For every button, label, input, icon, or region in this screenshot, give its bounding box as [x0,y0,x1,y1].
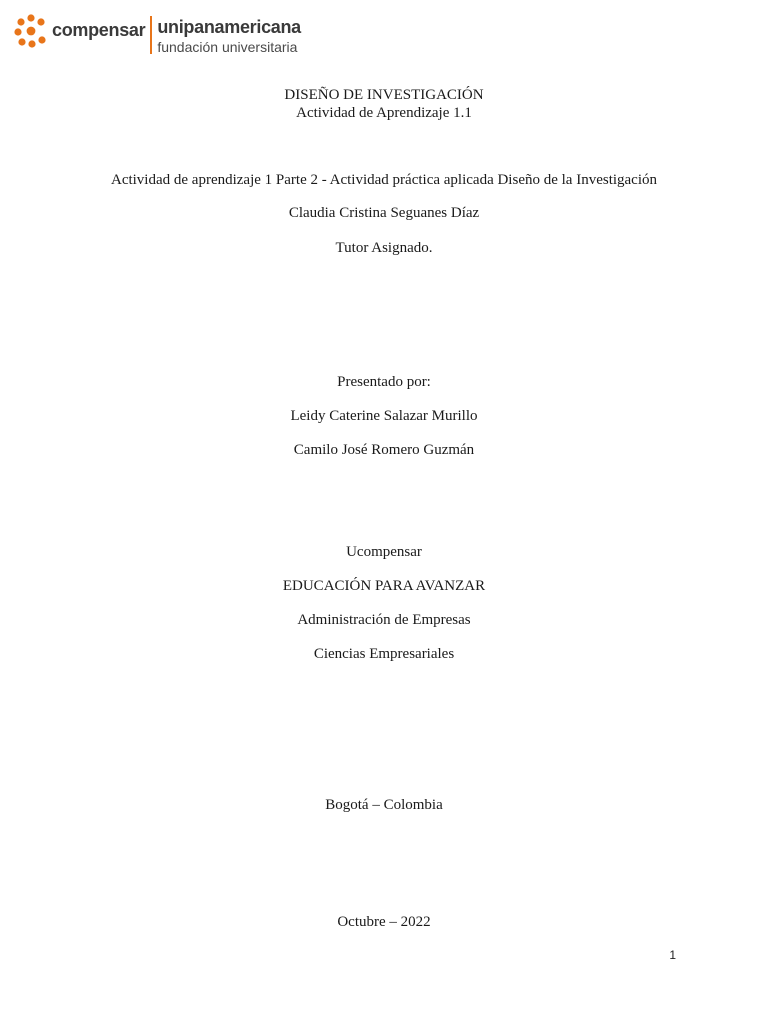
logo-brand-text: compensar [52,20,146,40]
logo-university-block [157,18,301,56]
activity-description: Actividad de aprendizaje 1 Parte 2 - Actividad práctica aplicada Diseño de la Investigación [110,172,658,188]
tutor-name: Claudia Cristina Seguanes Díaz [288,205,480,221]
institution-name: Ucompensar [346,544,422,560]
presented-by-label: Presentado por: [337,374,431,390]
logo-separator [150,16,152,54]
date: Octubre – 2022 [337,914,431,930]
faculty-name: Ciencias Empresariales [313,646,455,662]
program-name: Administración de Empresas [297,612,471,628]
activity-title: Actividad de Aprendizaje 1.1 [296,105,472,121]
institution-slogan: EDUCACIÓN PARA AVANZAR [282,578,486,594]
page-number: 1 [669,948,676,962]
course-title: DISEÑO DE INVESTIGACIÓN [284,87,484,103]
author-name: Leidy Caterine Salazar Murillo [290,408,478,424]
author-name: Camilo José Romero Guzmán [293,442,475,458]
university-logo [14,12,301,56]
logo-university-text: unipanamericana [157,17,301,37]
location: Bogotá – Colombia [325,797,443,813]
logo-subtitle-text: fundación universitaria [157,39,298,55]
tutor-label: Tutor Asignado. [335,240,433,256]
compensar-dots-icon [14,14,48,48]
